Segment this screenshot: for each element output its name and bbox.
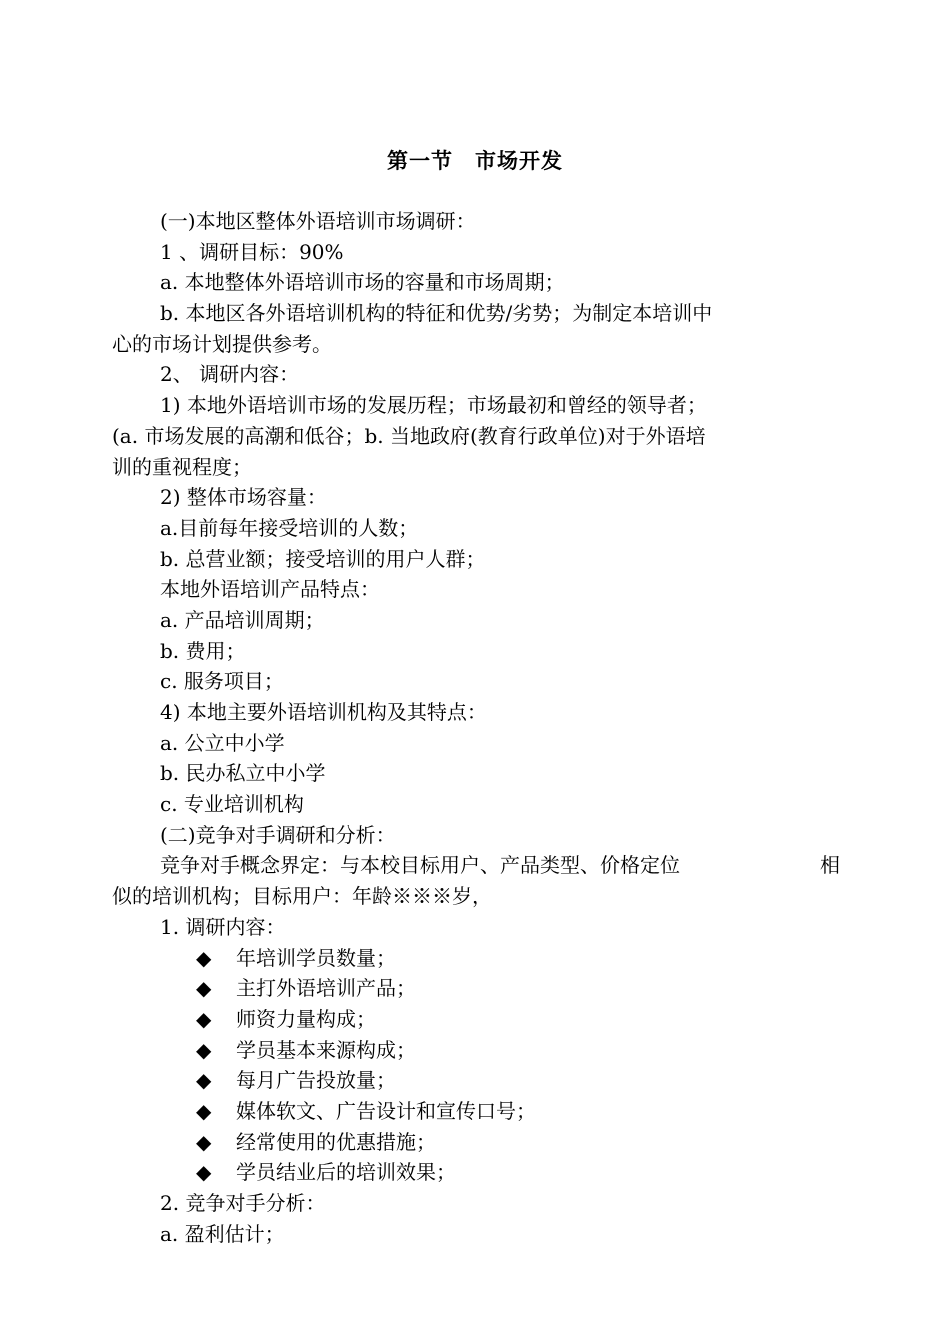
bullet-text: 经常使用的优惠措施；: [236, 1129, 436, 1154]
diamond-bullet-icon: ◆: [196, 945, 212, 970]
bullet-item: [112, 1004, 840, 1035]
diamond-bullet-icon: ◆: [196, 1129, 212, 1154]
paragraph-line: (a. 市场发展的高潮和低谷；b. 当地政府(教育行政单位)对于外语培: [112, 423, 706, 448]
bullet-item: [112, 1035, 840, 1066]
paragraph-line-end: 相: [820, 853, 840, 878]
paragraph-line: 心的市场计划提供参考。: [112, 331, 332, 356]
paragraph-line: 训的重视程度；: [112, 454, 252, 479]
paragraph-line: 1. 调研内容：: [160, 914, 286, 939]
bullet-text: 媒体软文、广告设计和宣传口号；: [236, 1098, 536, 1123]
paragraph-line-start: 竞争对手概念界定：与本校目标用户、产品类型、价格定位: [160, 853, 680, 878]
paragraph-line: [112, 850, 840, 881]
paragraph-line: 2. 竞争对手分析：: [160, 1191, 326, 1215]
paragraph-line: 2、 调研内容：: [160, 362, 300, 387]
paragraph-line: b. 总营业额；接受培训的用户人群；: [160, 546, 486, 571]
page-title: 第一节 市场开发: [387, 149, 563, 173]
paragraph-line: b. 民办私立中小学: [160, 761, 326, 786]
paragraph-line: 本地外语培训产品特点：: [160, 577, 380, 602]
paragraph-line: a. 产品培训周期；: [160, 607, 325, 632]
diamond-bullet-icon: ◆: [196, 1098, 212, 1123]
paragraph-line: 1 、调研目标：90%: [160, 239, 344, 264]
paragraph-line: a.目前每年接受培训的人数；: [160, 515, 419, 540]
paragraph-line: a. 本地整体外语培训市场的容量和市场周期；: [160, 270, 565, 295]
bullet-text: 学员基本来源构成；: [236, 1037, 416, 1062]
bullet-item: [112, 943, 840, 974]
paragraph-line: b. 本地区各外语培训机构的特征和优势/劣势；为制定本培训中: [160, 301, 713, 326]
section-heading-2: (二)竞争对手调研和分析：: [160, 822, 396, 847]
paragraph-line: 似的培训机构；目标用户：年龄※※※岁，: [112, 884, 492, 909]
paragraph-line: 1) 本地外语培训市场的发展历程；市场最初和曾经的领导者；: [160, 393, 707, 418]
paragraph-line: 4) 本地主要外语培训机构及其特点：: [160, 700, 487, 724]
bullet-item: [112, 1127, 840, 1158]
diamond-bullet-icon: ◆: [196, 1037, 212, 1062]
diamond-bullet-icon: ◆: [196, 1006, 212, 1031]
bullet-item: [112, 973, 840, 1004]
paragraph-line: c. 专业培训机构: [160, 792, 304, 817]
diamond-bullet-icon: ◆: [196, 1068, 212, 1093]
document-body: [112, 206, 840, 1249]
paragraph-line: c. 服务项目；: [160, 669, 284, 694]
diamond-bullet-icon: ◆: [196, 976, 212, 1001]
diamond-bullet-icon: ◆: [196, 1160, 212, 1185]
bullet-item: [112, 1065, 840, 1096]
bullet-item: [112, 1096, 840, 1127]
paragraph-line: b. 费用；: [160, 638, 246, 663]
bullet-text: 学员结业后的培训效果；: [236, 1160, 456, 1185]
paragraph-line: a. 盈利估计；: [160, 1221, 285, 1246]
section-heading-1: (一)本地区整体外语培训市场调研：: [160, 209, 476, 233]
paragraph-line: 2) 整体市场容量：: [160, 485, 327, 510]
bullet-text: 主打外语培训产品；: [236, 976, 416, 1001]
bullet-text: 年培训学员数量；: [236, 945, 396, 970]
bullet-item: [112, 1157, 840, 1188]
bullet-text: 每月广告投放量；: [236, 1068, 396, 1093]
bullet-text: 师资力量构成；: [236, 1006, 376, 1031]
paragraph-line: a. 公立中小学: [160, 730, 285, 755]
